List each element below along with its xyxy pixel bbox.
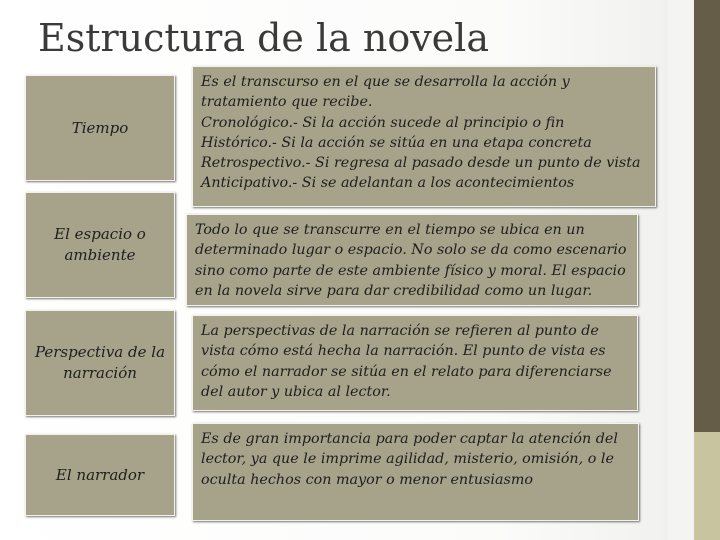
label-box-espacio	[25, 192, 175, 298]
desc-line: determinado lugar o espacio. No solo se da como escenario	[195, 242, 627, 259]
label-tiempo: Tiempo	[71, 118, 129, 137]
desc-line: sino como parte de este ambiente físico y moral. El espacio	[195, 262, 626, 279]
desc-line: oculta hechos con mayor o menor entusiasmo	[201, 471, 534, 488]
desc-line: del autor y ubica al lector.	[201, 383, 391, 400]
desc-line: Retrospectivo.- Si regresa al pasado desde un punto de vista	[201, 155, 641, 172]
side-stripe-dark	[694, 0, 720, 432]
side-stripe-accent	[694, 432, 720, 540]
label-box-tiempo	[25, 75, 175, 181]
desc-line: en la novela sirve para dar credibilidad como un lugar.	[195, 282, 593, 299]
desc-line: Histórico.- Si la acción se sitúa en una etapa concreta	[201, 134, 592, 151]
desc-box-narrador	[192, 423, 639, 521]
desc-line: lector, ya que le imprime agilidad, misterio, omisión, o le	[201, 451, 614, 468]
desc-line: vista cómo está hecha la narración. El punto de vista es	[201, 343, 606, 360]
label-narrador: El narrador	[55, 465, 145, 484]
desc-line: Todo lo que se transcurre en el tiempo se ubica en un	[195, 222, 585, 238]
desc-line: cómo el narrador se sitúa en el relato para diferenciarse	[201, 363, 612, 380]
desc-line: Cronológico.- Si la acción sucede al principio o fin	[201, 114, 565, 131]
desc-box-perspectiva	[192, 315, 638, 411]
label-box-narrador	[25, 434, 175, 516]
desc-line: Anticipativo.- Si se adelantan a los acontecimientos	[201, 175, 575, 192]
slide-title: Estructura de la novela	[38, 16, 489, 60]
desc-line: La perspectivas de la narración se refieren al punto de	[201, 323, 599, 339]
label-perspectiva: Perspectiva de la narración	[34, 343, 166, 382]
label-box-perspectiva	[25, 310, 175, 416]
desc-line: tratamiento que recibe.	[201, 94, 373, 111]
desc-line: Es de gran importancia para poder captar la atención del	[201, 431, 618, 447]
desc-line: Es el transcurso en el que se desarrolla la acción y	[201, 74, 570, 90]
label-espacio: El espacio o ambiente	[54, 225, 146, 264]
desc-box-tiempo	[192, 66, 656, 207]
desc-box-espacio	[186, 214, 638, 306]
